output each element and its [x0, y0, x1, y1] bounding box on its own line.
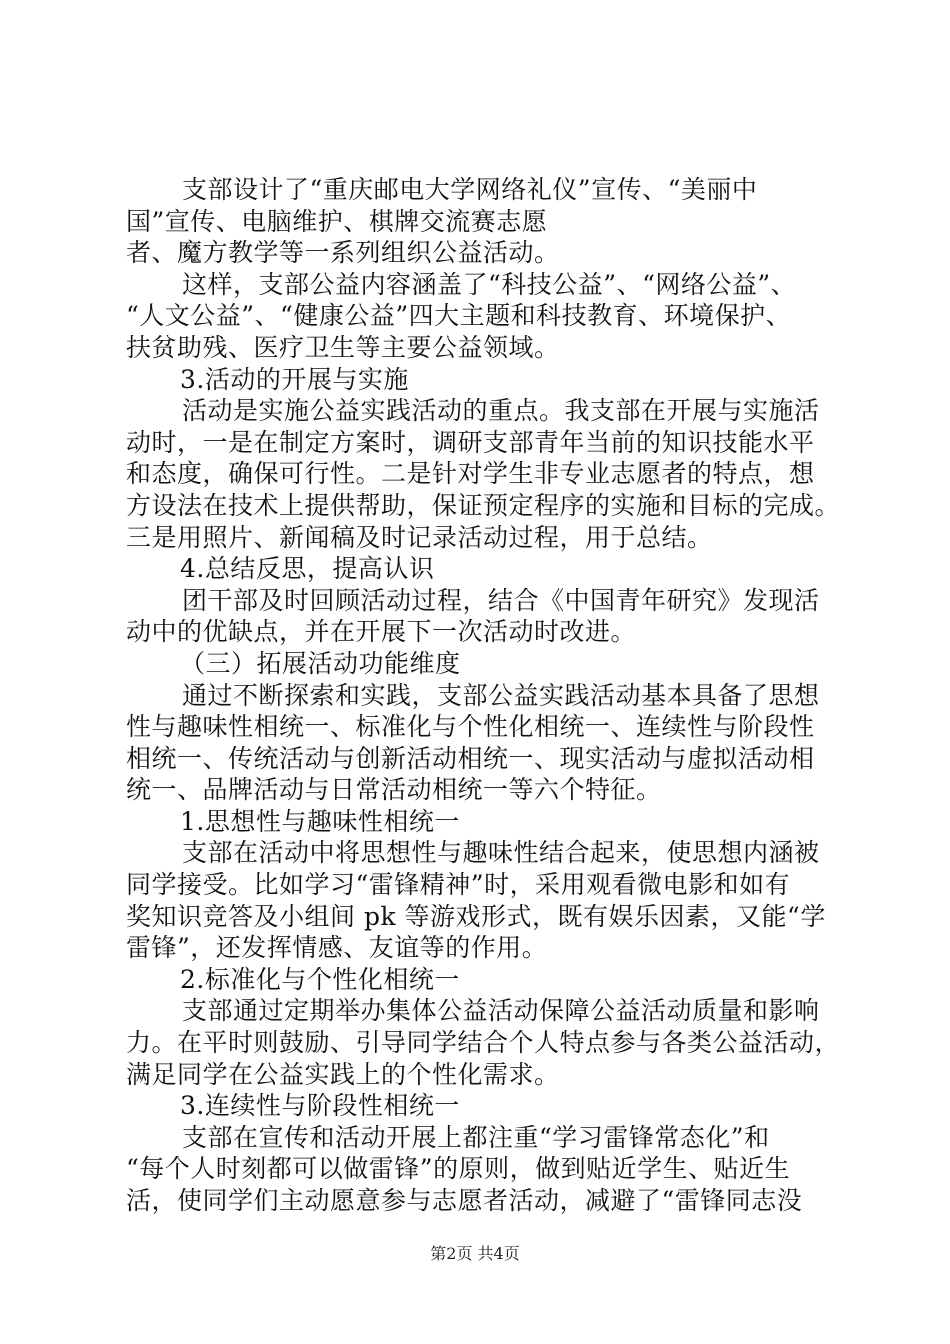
section-heading: 4.总结反思，提高认识 [180, 554, 435, 584]
paragraph-line: 和态度，确保可行性。二是针对学生非专业志愿者的特点，想 [126, 459, 815, 489]
paragraph-line: “每个人时刻都可以做雷锋”的原则，做到贴近学生、贴近生 [126, 1154, 791, 1184]
paragraph-line: 性与趣味性相统一、标准化与个性化相统一、连续性与阶段性 [126, 712, 815, 742]
paragraph-line: 活，使同学们主动愿意参与志愿者活动，减避了“雷锋同志没 [126, 1186, 803, 1215]
paragraph-line: 这样，支部公益内容涵盖了“科技公益”、“网络公益”、 [182, 269, 797, 299]
page-number-footer: 第2页 共4页 [430, 1244, 520, 1263]
paragraph-line: 奖知识竞答及小组间 pk 等游戏形式，既有娱乐因素，又能“学 [126, 901, 826, 931]
paragraph-line: 同学接受。比如学习“雷锋精神”时，采用观看微电影和如有 [126, 870, 791, 900]
paragraph-line: 雷锋”，还发挥情感、友谊等的作用。 [126, 933, 548, 963]
paragraph-line: 通过不断探索和实践，支部公益实践活动基本具备了思想 [182, 680, 820, 710]
document-body [126, 174, 852, 1217]
paragraph-line: 扶贫助残、医疗卫生等主要公益领域。 [126, 332, 560, 362]
paragraph-line: 动中的优缺点，并在开展下一次活动时改进。 [126, 617, 637, 647]
paragraph-line: “人文公益”、“健康公益”四大主题和科技教育、环境保护、 [126, 301, 792, 331]
section-heading: （三）拓展活动功能维度 [180, 648, 461, 678]
section-heading: 3.活动的开展与实施 [180, 364, 409, 394]
paragraph-line: 支部设计了“重庆邮电大学网络礼仪”宣传、“美丽中 [182, 175, 758, 204]
paragraph-line: 统一、品牌活动与日常活动相统一等六个特征。 [126, 775, 662, 805]
section-heading: 3.连续性与阶段性相统一 [180, 1091, 460, 1121]
paragraph-line: 力。在平时则鼓励、引导同学结合个人特点参与各类公益活动， [126, 1028, 841, 1058]
paragraph-line: 三是用照片、新闻稿及时记录活动过程，用于总结。 [126, 522, 713, 552]
paragraph-line: 支部在宣传和活动开展上都注重“学习雷锋常态化”和 [182, 1122, 770, 1152]
section-heading: 1.思想性与趣味性相统一 [180, 806, 460, 836]
paragraph-line: 相统一、传统活动与创新活动相统一、现实活动与虚拟活动相 [126, 743, 815, 773]
paragraph-line: 国”宣传、电脑维护、棋牌交流赛志愿 [126, 206, 548, 236]
paragraph-line: 支部在活动中将思想性与趣味性结合起来，使思想内涵被 [182, 838, 820, 868]
section-heading: 2.标准化与个性化相统一 [180, 964, 460, 994]
paragraph-line: 方设法在技术上提供帮助，保证预定程序的实施和目标的完成。 [126, 490, 841, 520]
paragraph-line: 支部通过定期举办集体公益活动保障公益活动质量和影响 [182, 996, 820, 1026]
paragraph-line: 活动是实施公益实践活动的重点。我支部在开展与实施活 [182, 396, 820, 426]
paragraph-line: 者、魔方教学等一系列组织公益活动。 [126, 238, 560, 268]
paragraph-line: 动时，一是在制定方案时，调研支部青年当前的知识技能水平 [126, 427, 815, 457]
paragraph-line: 满足同学在公益实践上的个性化需求。 [126, 1059, 560, 1089]
paragraph-line: 团干部及时回顾活动过程，结合《中国青年研究》发现活 [182, 585, 820, 615]
